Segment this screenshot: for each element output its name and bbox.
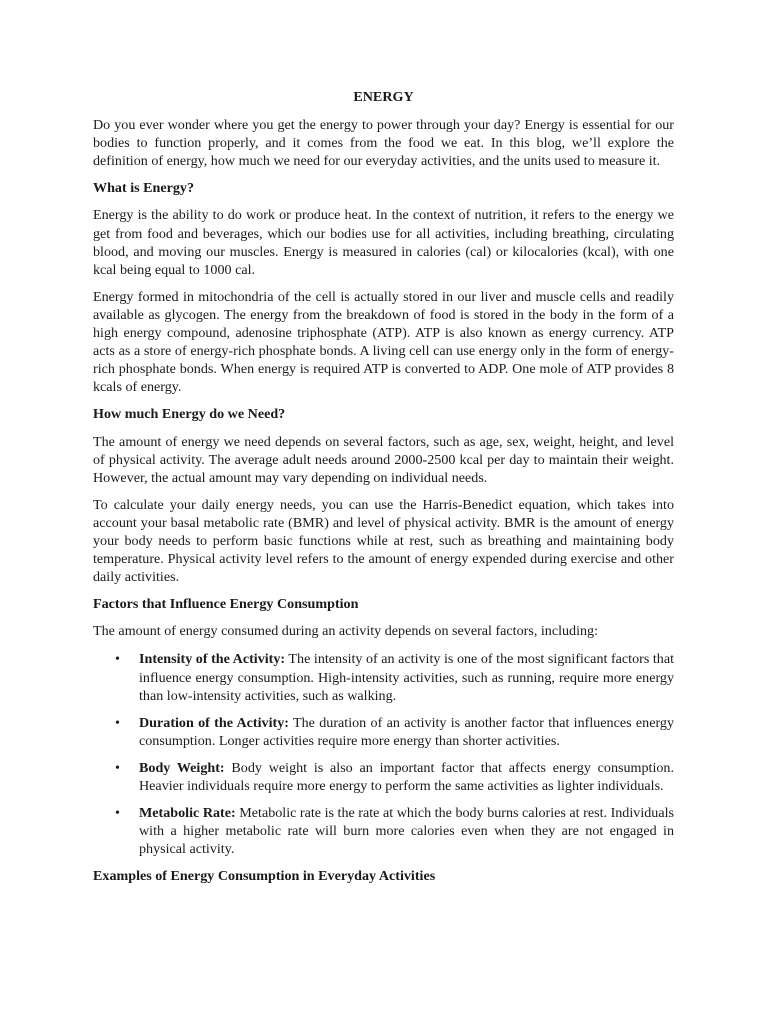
list-item-text: Body weight is also an important factor that affects energy consumption. Heavier individuals require more energy to perform the same activities as lighter individuals. [139, 759, 674, 794]
paragraph-factors-intro: The amount of energy consumed during an activity depends on several factors, including: [93, 623, 599, 640]
paragraph-harris-benedict: To calculate your daily energy needs, you can use the Harris-Benedict equation, which takes into account your basal metabolic rate (BMR) and level of physical activity. BMR is the amount of energy your body needs to perform basic functions while at rest, such as breathing and maintaining body temperature. Physical activity level refers to the amount of energy expended during exercise and other daily activities. [93, 496, 674, 586]
section-heading-examples: Examples of Energy Consumption in Everyday Activities [93, 868, 436, 885]
list-item-text: Metabolic rate is the rate at which the body burns calories at rest. Individuals with a higher metabolic rate will burn more calories even when they are not engaged in physical activity. [139, 805, 674, 858]
list-item-term: Duration of the Activity: [139, 714, 289, 731]
list-item [93, 804, 674, 858]
page-title: ENERGY [353, 89, 414, 105]
section-heading-factors: Factors that Influence Energy Consumption [93, 596, 359, 613]
paragraph-energy-definition: Energy is the ability to do work or produce heat. In the context of nutrition, it refers to the energy we get from food and beverages, which our bodies use for all activities, including breathing, circulating blood, and moving our muscles. Energy is measured in calories (cal) or kilocalories (kcal), with one kcal being equal to 1000 cal. [93, 207, 674, 278]
factors-list [93, 650, 674, 858]
list-item [93, 650, 674, 704]
list-item-text: The duration of an activity is another factor that influences energy consumption. Longer activities require more energy than shorter activities. [139, 714, 674, 749]
section-heading-what-is-energy: What is Energy? [93, 180, 195, 197]
list-item [93, 759, 674, 795]
paragraph-atp: Energy formed in mitochondria of the cell is actually stored in our liver and muscle cells and readily available as glycogen. The energy from the breakdown of food is stored in the body in the form of a high energy compound, adenosine triphosphate (ATP). ATP is also known as energy currency. ATP acts as a store of energy-rich phosphate bonds. A living cell can use energy only in the form of energy-rich phosphate bonds. When energy is required ATP is converted to ADP. One mole of ATP provides 8 kcals of energy. [93, 288, 674, 396]
bullet-icon: • [115, 805, 120, 822]
bullet-icon: • [115, 759, 120, 776]
document-page [93, 88, 674, 894]
section-heading-how-much-energy: How much Energy do we Need? [93, 406, 286, 423]
list-item-term: Body Weight: [139, 759, 225, 776]
list-item [93, 714, 674, 750]
bullet-icon: • [115, 714, 120, 731]
list-item-term: Intensity of the Activity: [139, 651, 286, 668]
bullet-icon: • [115, 651, 120, 668]
list-item-text: The intensity of an activity is one of the most significant factors that influence energy consumption. High-intensity activities, such as running, require more energy than low-intensity activities, such as walking. [139, 651, 674, 704]
paragraph-energy-needs: The amount of energy we need depends on several factors, such as age, sex, weight, height, and level of physical activity. The average adult needs around 2000-2500 kcal per day to maintain their weight. However, the actual amount may vary depending on individual needs. [93, 433, 674, 486]
list-item-term: Metabolic Rate: [139, 805, 236, 822]
intro-paragraph: Do you ever wonder where you get the energy to power through your day? Energy is essential for our bodies to function properly, and it comes from the food we eat. In this blog, we’ll explore the definition of energy, how much we need for our everyday activities, and the units used to measure it. [93, 117, 674, 170]
